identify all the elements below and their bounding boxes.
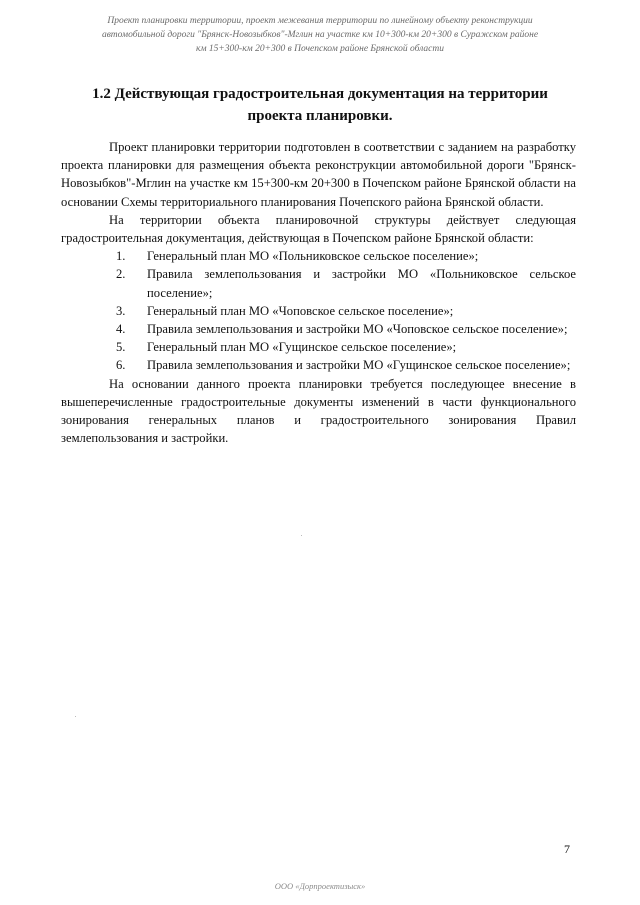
- list-item: [61, 265, 576, 301]
- paragraph-conclusion: На основании данного проекта планировки требуется последующее внесение в вышеперечисленные градостроительные документы изменений в части функционального зонирования генеральных планов и градостроительного зонирования Правил землепользования и застройки.: [61, 376, 576, 446]
- list-item: [61, 302, 576, 320]
- list-item: [61, 338, 576, 356]
- scan-speck: [301, 535, 302, 536]
- header-line-1: Проект планировки территории, проект межевания территории по линейному объекту реконструкции: [107, 16, 533, 26]
- running-footer: ООО «Дорпроектизыск»: [274, 881, 366, 891]
- paragraph-documents: На территории объекта планировочной структуры действует следующая градостроительная документация, действующая в Почепском районе Брянской области:: [61, 212, 576, 246]
- scan-speck: [75, 716, 76, 717]
- list-item-text: Правила землепользования и застройки МО «Польниковское сельское поселение»;: [147, 267, 576, 300]
- list-item-text: Правила землепользования и застройки МО «Чоповское сельское поселение»;: [147, 322, 568, 337]
- list-item-number: 5.: [116, 340, 126, 355]
- list-item-text: Правила землепользования и застройки МО «Гущинское сельское поселение»;: [147, 358, 571, 373]
- list-item-number: 2.: [116, 267, 126, 282]
- section-title-line-2: проекта планировки.: [247, 108, 393, 124]
- list-item-number: 6.: [116, 358, 126, 373]
- running-header: [70, 14, 570, 56]
- list-item-text: Генеральный план МО «Гущинское сельское поселение»;: [147, 340, 457, 355]
- documents-list: [61, 247, 576, 374]
- list-item: [61, 320, 576, 338]
- list-item-number: 1.: [116, 249, 126, 264]
- list-item: [61, 356, 576, 374]
- paragraph-intro: Проект планировки территории подготовлен в соответствии с заданием на разработку проекта планировки для размещения объекта реконструкции автомобильной дороги "Брянск-Новозыбков"-Мглин на участке км 15+300-км 20+300 в Почепском районе Брянской области на основании Схемы территориального планирования Почепского района Брянской области.: [61, 140, 576, 209]
- list-item-number: 4.: [116, 322, 126, 337]
- section-title: [60, 83, 580, 127]
- page-number: 7: [564, 842, 570, 856]
- header-line-3: км 15+300-км 20+300 в Почепском районе Брянской области: [196, 44, 444, 54]
- list-item: [61, 247, 576, 265]
- list-item-number: 3.: [116, 303, 126, 318]
- document-body: [61, 138, 576, 447]
- list-item-text: Генеральный план МО «Польниковское сельское поселение»;: [147, 249, 479, 264]
- section-title-line-1: 1.2 Действующая градостроительная документация на территории: [92, 86, 548, 102]
- header-line-2: автомобильной дороги "Брянск-Новозыбков"-Мглин на участке км 10+300-км 20+300 в Суражском районе: [101, 30, 539, 40]
- list-item-text: Генеральный план МО «Чоповское сельское поселение»;: [147, 303, 454, 318]
